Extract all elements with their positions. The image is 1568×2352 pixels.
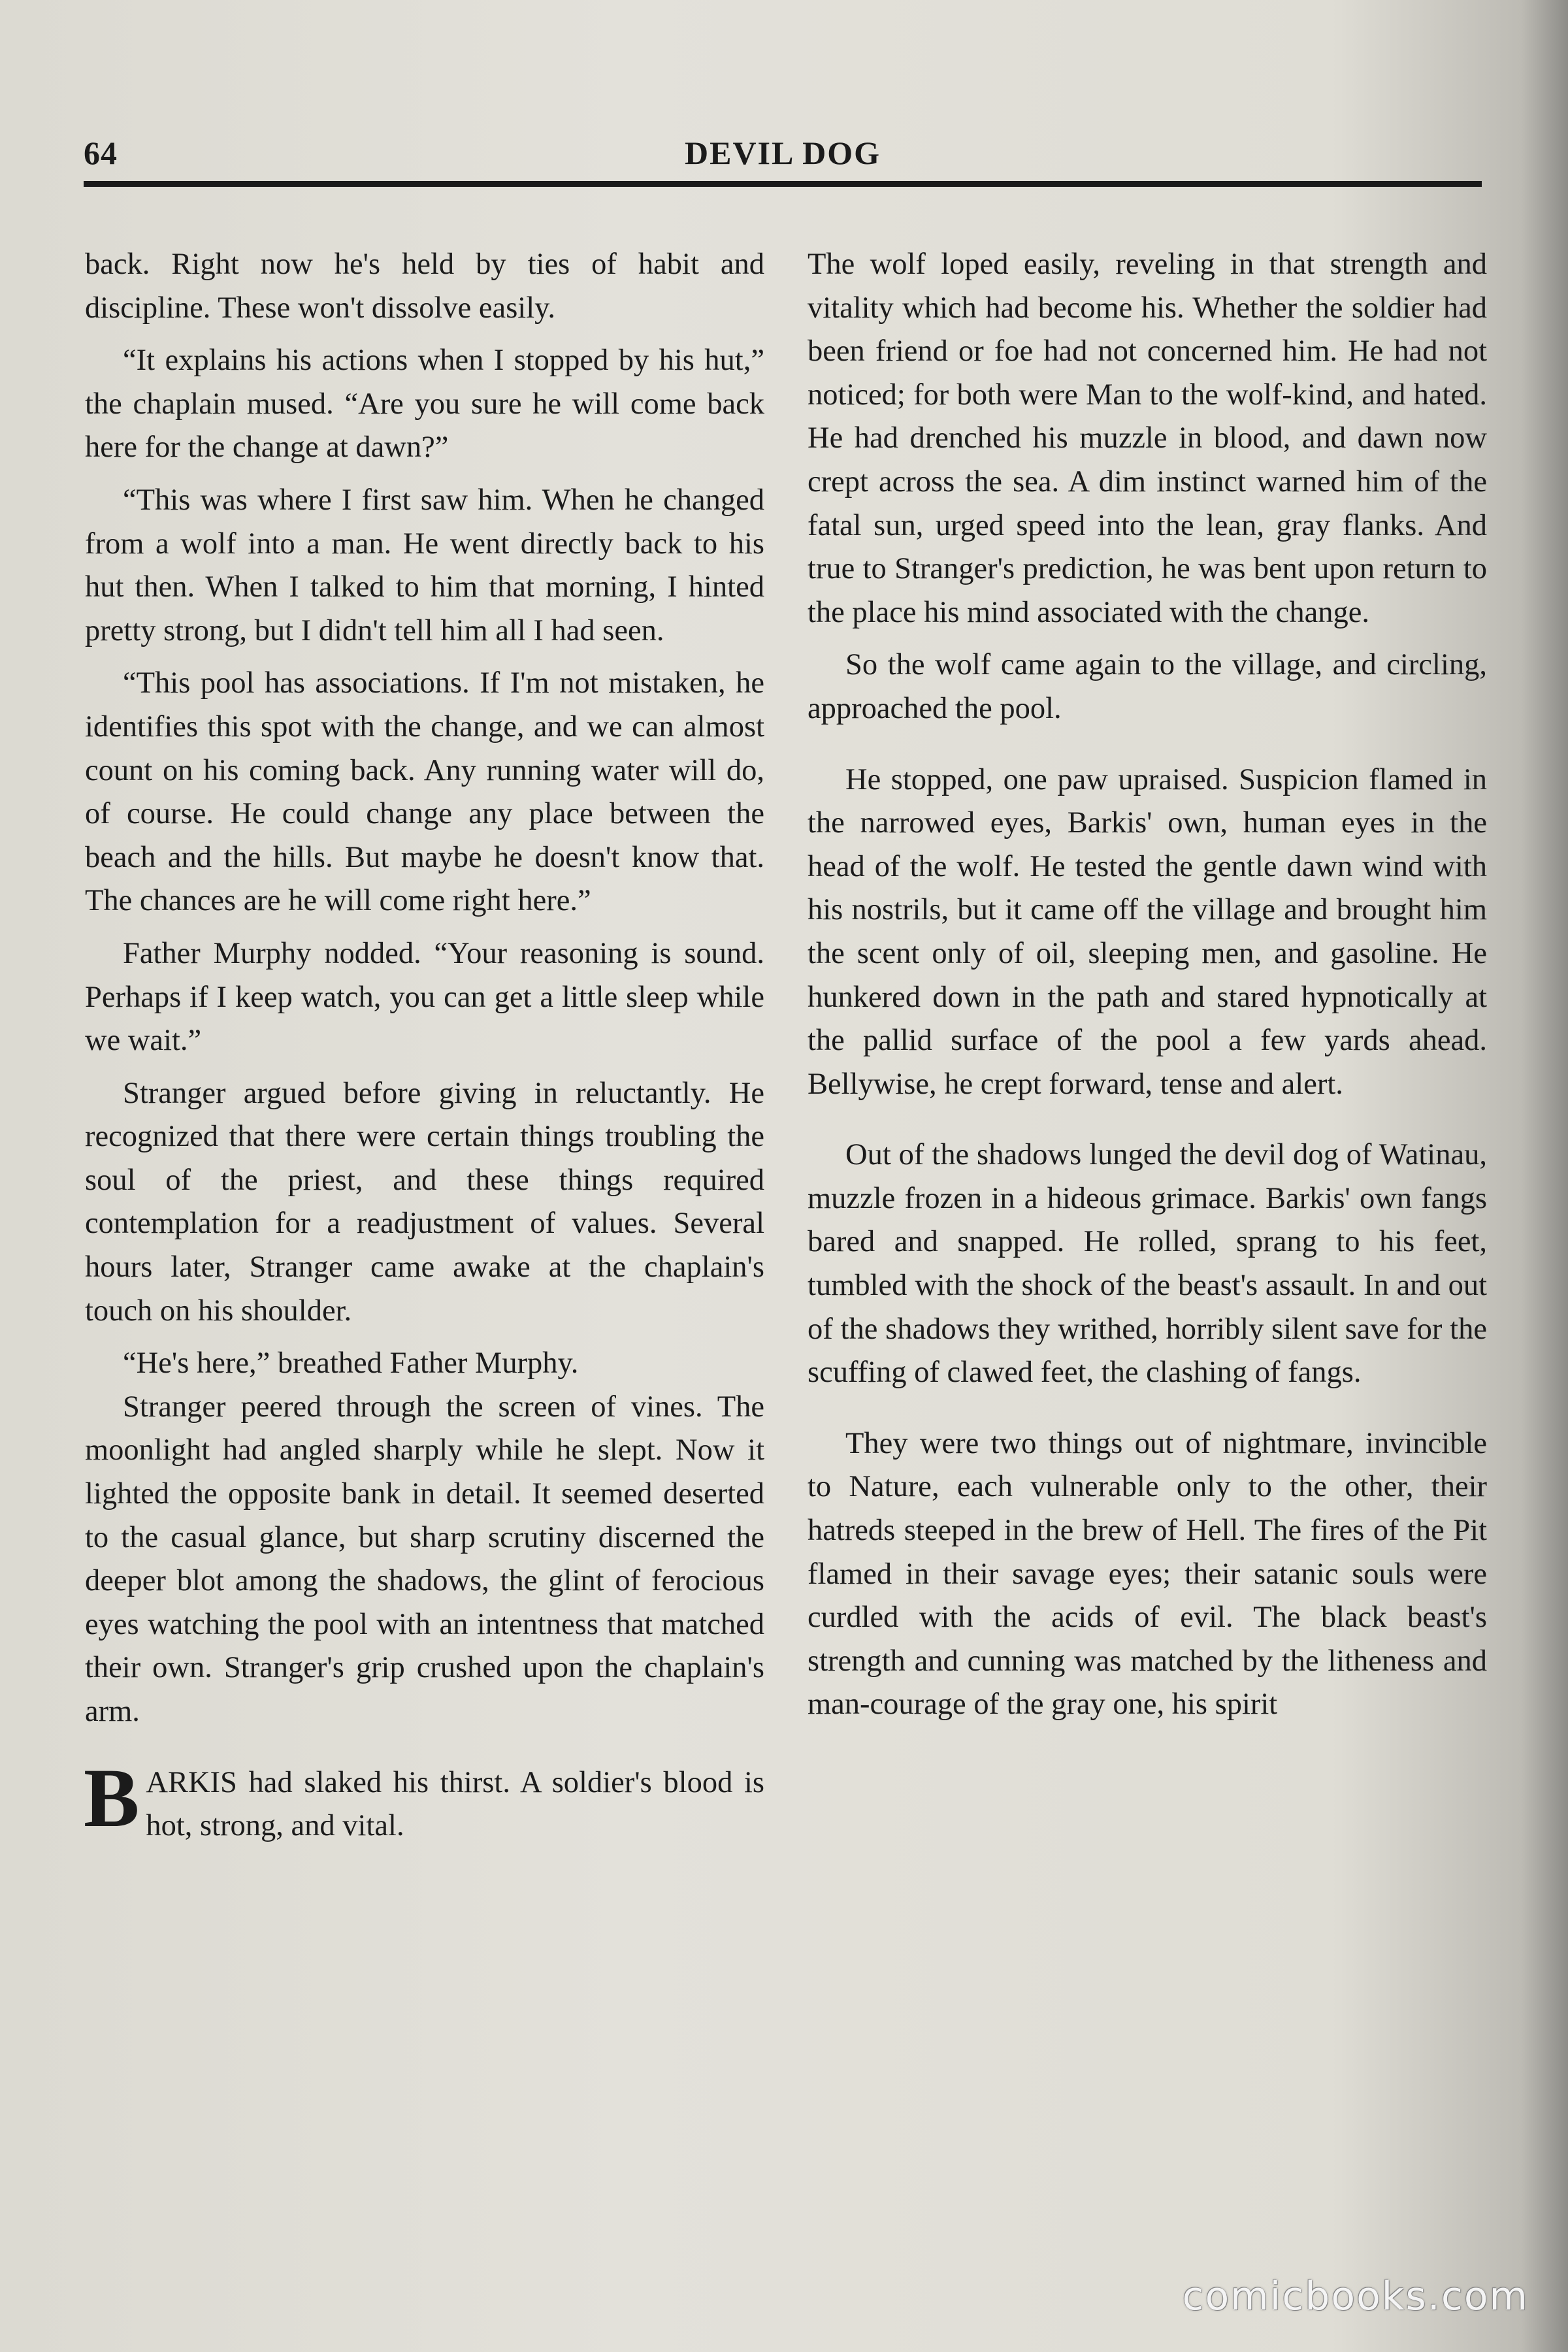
paragraph: Stranger peered through the screen of vines. The moonlight had angled sharply while he slept. Now it lighted the opposite bank in detail. It seemed deserted to the casual glance, but sharp scrutiny discerned the deeper blot among the shadows, the glint of ferocious eyes watching the pool with an intentness that matched their own. Stranger's grip crushed upon the chaplain's arm. (85, 1390, 764, 1728)
page-number: 64 (84, 135, 118, 171)
paragraph: Stranger argued before giving in reluctantly. He recognized that there were certain things troubling the soul of the priest, and these things required contemplation for a readjustment of values. Several hours later, Stranger came awake at the chaplain's touch on his shoulder. (85, 1076, 764, 1328)
right-column (808, 243, 1487, 1727)
paragraph: “This was where I first saw him. When he changed from a wolf into a man. He went directly back to his hut then. When I talked to him that morning, I hinted pretty strong, but I didn't tell him all I had seen. (85, 483, 764, 647)
paragraph: So the wolf came again to the village, and circling, approached the pool. (808, 648, 1487, 725)
watermark: comicbooks.com (1182, 2274, 1529, 2319)
paragraph: “This pool has associations. If I'm not mistaken, he identifies this spot with the change, and we can almost count on his coming back. Any running water will do, of course. He could change any place between the beach and the hills. But maybe he doesn't know that. The chances are he will come right here.” (85, 666, 764, 918)
paragraph: Father Murphy nodded. “Your reasoning is sound. Perhaps if I keep watch, you can get a little sleep while we wait.” (85, 936, 764, 1058)
paragraph: He stopped, one paw upraised. Suspicion flamed in the narrowed eyes, Barkis' own, human eyes in the head of the wolf. He tested the gentle dawn wind with his nostrils, but it came off the village and brought him the scent only of oil, sleeping men, and gasoline. He hunkered down in the path and stared hypnotically at the pallid surface of the pool a few yards ahead. Bellywise, he crept forward, tense and alert. (808, 762, 1487, 1101)
left-column (85, 243, 764, 1848)
section-start-paragraph (84, 1751, 764, 1848)
paragraph: The wolf loped easily, reveling in that strength and vitality which had become his. Whether the soldier had been friend or foe had not concerned him. He had not noticed; for both were Man to the wolf-kind, and hated. He had drenched his muzzle in blood, and dawn now crept across the sea. A dim instinct warned him of the fatal sun, urged speed into the lean, gray flanks. And true to Stranger's prediction, he was bent upon return to the place his mind associated with the change. (808, 248, 1487, 629)
paragraph: back. Right now he's held by ties of habit and discipline. These won't dissolve easily. (85, 248, 764, 325)
paragraph: They were two things out of nightmare, invincible to Nature, each vulnerable only to the other, their hatreds steeped in the brew of Hell. The fires of the Pit flamed in their savage eyes; their satanic souls were curdled with the acids of evil. The black beast's strength and cunning was matched by the litheness and man-courage of the gray one, his spirit (808, 1426, 1487, 1722)
header-rule (84, 181, 1482, 187)
drop-cap: B (84, 1751, 140, 1844)
paragraph-text: ARKIS had slaked his thirst. A soldier's blood is hot, strong, and vital. (146, 1765, 764, 1843)
paragraph: “It explains his actions when I stopped by his hut,” the chaplain mused. “Are you sure he will come back here for the change at dawn?” (85, 344, 764, 465)
page-header (84, 134, 1482, 186)
paragraph: “He's here,” breathed Father Murphy. (123, 1347, 579, 1380)
running-title: DEVIL DOG (684, 135, 881, 171)
paragraph: Out of the shadows lunged the devil dog of Watinau, muzzle frozen in a hideous grimace. Barkis' own fangs bared and snapped. He rolled, sprang to his feet, tumbled with the shock of the beast's assault. In and out of the shadows they writhed, horribly silent save for the scuffing of clawed feet, the clashing of fangs. (808, 1138, 1487, 1390)
